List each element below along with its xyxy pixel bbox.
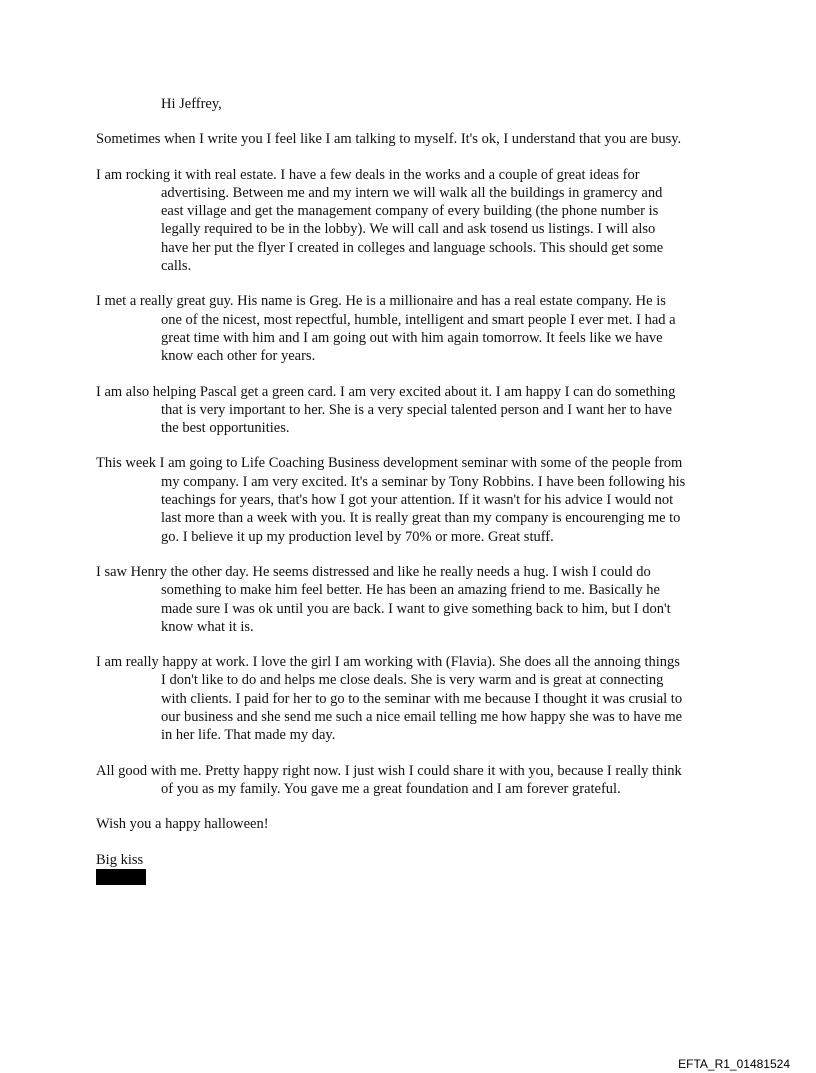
paragraph-busy: Sometimes when I write you I feel like I am talking to myself. It's ok, I understand that you are busy. — [96, 131, 682, 148]
paragraph-seminar: This week I am going to Life Coaching Business development seminar with some of the people from my company. I am very excited. It's a seminar by Tony Robbins. I have been following his teachings for years, that's how I got your attention. If it wasn't for his advice I would not last more than a week with you. It is really great than my company is encourenging me to go. I believe it up my production level by 70% or more. Great stuff. — [96, 455, 686, 545]
paragraph-henry: I saw Henry the other day. He seems distressed and like he really needs a hug. I wish I could do something to make him feel better. He has been an amazing friend to me. Basically he made sure I was ok until you are back. I want to give something back to him, but I don't know what it is. — [96, 563, 671, 635]
signoff: Big kiss — [96, 851, 144, 868]
paragraph-work: I am really happy at work. I love the girl I am working with (Flavia). She does all the annoing things I don't like to do and helps me close deals. She is very warm and is great at connecting with clients. I paid for her to go to the seminar with me because I thought it was crusial to our business and she send me such a nice email telling me how happy she was to have me in her life. That made my day. — [96, 654, 683, 744]
paragraph-real-estate: I am rocking it with real estate. I have a few deals in the works and a couple of great ideas for advertising. Between me and my intern we will walk all the buildings in gramercy and east village and get the management company of every building (the phone number is legally required to be in the lobby). We will call and ask tosend us listings. I will also have her put the flyer I created in colleges and language schools. This should get some calls. — [96, 166, 664, 275]
closing-wish: Wish you a happy halloween! — [96, 816, 269, 833]
paragraph-pascal: I am also helping Pascal get a green card. I am very excited about it. I am happy I can do something that is very important to her. She is a very special talented person and I want her to have the best opportunities. — [96, 383, 676, 437]
paragraph-greg: I met a really great guy. His name is Greg. He is a millionaire and has a real estate company. He is one of the nicest, most repectful, humble, intelligent and smart people I ever met. I had a great time with him and I am going out with him again tomorrow. It feels like we have know each other for years. — [96, 293, 676, 365]
redacted-signature — [96, 869, 146, 885]
paragraph-grateful: All good with me. Pretty happy right now. I just wish I could share it with you, because I really think of you as my family. You gave me a great foundation and I am forever grateful. — [96, 762, 682, 797]
greeting: Hi Jeffrey, — [161, 96, 222, 112]
document-id: EFTA_R1_01481524 — [678, 1057, 790, 1071]
letter-body — [96, 95, 686, 885]
